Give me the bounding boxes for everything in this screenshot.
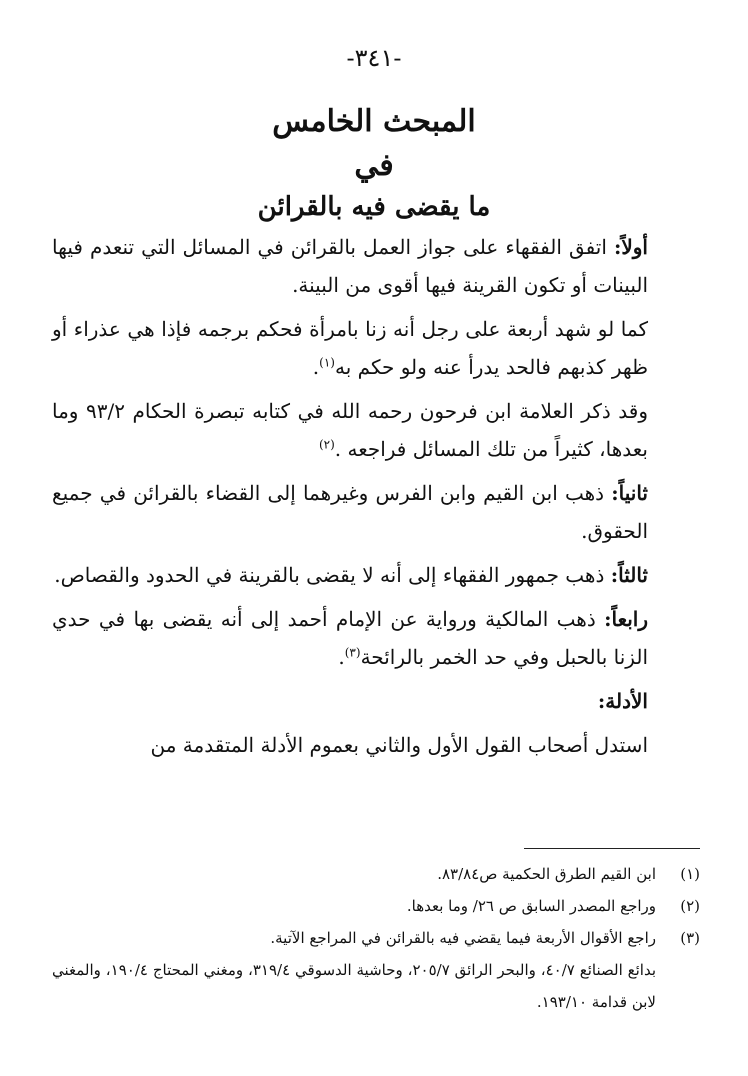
section-title: المبحث الخامس (272, 104, 476, 139)
evidence-heading (52, 682, 700, 720)
paragraph-first (52, 228, 700, 304)
paragraph-third (52, 556, 700, 594)
footnote-text: راجع الأقوال الأربعة فيما يقضي فيه بالقرائن في المراجع الآتية. (270, 929, 656, 947)
paragraph-text: كما لو شهد أربعة على رجل أنه زنا بامرأة فحكم برجمه فإذا هي عذراء أو ظهر كذبهم فالحد يدرأ عنه ولو حكم به (52, 317, 648, 379)
footnote (52, 858, 700, 890)
section-subtitle: ما يقضى فيه بالقرائن (257, 192, 491, 222)
paragraph-end: . (338, 645, 345, 669)
footnote-divider (524, 848, 700, 849)
footnote-text: وراجع المصدر السابق ص ٢٦/ وما بعدها. (406, 897, 656, 915)
footnote-text: ابن القيم الطرق الحكمية ص٨٣/٨٤. (437, 865, 656, 883)
footnote-ref: (١) (319, 355, 335, 370)
page-number: -٣٤١- (346, 44, 402, 72)
paragraph-text: اتفق الفقهاء على جواز العمل بالقرائن في المسائل التي تنعدم فيها البينات أو تكون القرينة فيها أقوى من البينة. (52, 235, 648, 297)
paragraph-text: ذهب ابن القيم وابن الفرس وغيرهما إلى القضاء بالقرائن في جميع الحقوق. (52, 481, 648, 543)
paragraph-lead: الأدلة: (597, 689, 648, 713)
paragraph-lead: ثالثاً: (610, 563, 648, 587)
footnote-ref: (٣) (344, 645, 361, 660)
paragraph-example (52, 310, 700, 386)
footnote-number: (١) (680, 865, 700, 883)
footnote (52, 922, 700, 954)
paragraph-lead: أولاً: (613, 235, 648, 259)
footnote-ref: (٢) (318, 437, 335, 452)
paragraph-second (52, 474, 700, 550)
paragraph-lead: رابعاً: (604, 607, 648, 631)
footnote-number: (٢) (680, 897, 700, 915)
body-text (52, 228, 700, 770)
footnote-number: (٣) (680, 929, 700, 947)
paragraph-text: ذهب المالكية ورواية عن الإمام أحمد إلى أنه يقضى بها في حدي الزنا بالحبل وفي حد الخمر بالرائحة (52, 607, 648, 669)
footnote (52, 890, 700, 922)
paragraph-end: . (312, 355, 320, 379)
section-subtitle-preposition: في (354, 148, 394, 183)
paragraph-reference (52, 392, 700, 468)
paragraph-evidence (52, 726, 700, 764)
paragraph-text: استدل أصحاب القول الأول والثاني بعموم الأدلة المتقدمة من (150, 733, 648, 757)
paragraph-text: وقد ذكر العلامة ابن فرحون رحمه الله في كتابه تبصرة الحكام ٩٣/٢ وما بعدها، كثيراً من تلك المسائل فراجعه . (52, 399, 648, 461)
footnote-continuation: بدائع الصنائع ٤٠/٧، والبحر الرائق ٢٠٥/٧، وحاشية الدسوقي ٣١٩/٤، ومغني المحتاج ١٩٠/٤، والمغني لابن قدامة ١٩٣/١٠. (52, 961, 656, 1011)
paragraph-fourth (52, 600, 700, 676)
paragraph-lead: ثانياً: (611, 481, 648, 505)
footnotes (52, 858, 700, 1018)
paragraph-text: ذهب جمهور الفقهاء إلى أنه لا يقضى بالقرينة في الحدود والقصاص. (54, 563, 611, 587)
